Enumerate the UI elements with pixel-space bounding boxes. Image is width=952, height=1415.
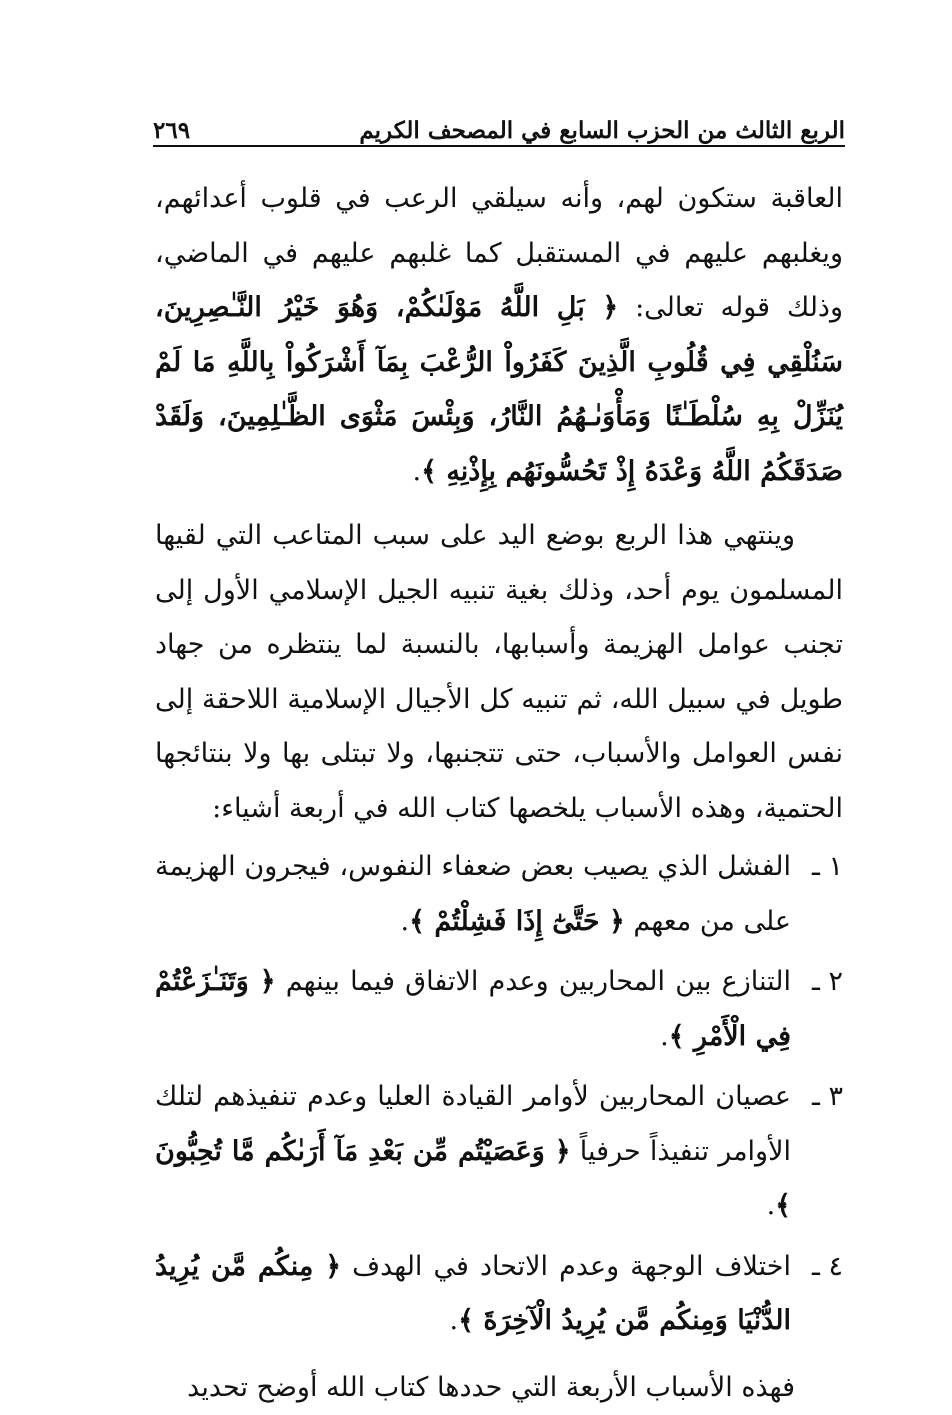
page-number: ٢٦٩ bbox=[153, 117, 190, 144]
list-item-1-text: الفشل الذي يصيب بعض ضعفاء النفوس، فيجرون الهزيمة على من معهم bbox=[155, 851, 791, 937]
list-item-3-quran-quote: ﴿ وَعَصَيْتُم مِّن بَعْدِ مَآ أَرَىٰكُم مَّا تُحِبُّونَ ﴾ bbox=[155, 1136, 791, 1222]
list-item-3 bbox=[155, 1070, 843, 1234]
running-title: الربع الثالث من الحزب السابع في المصحف الكريم bbox=[359, 117, 845, 144]
list-item-4-quran-quote: ﴿ مِنكُم مَّن يُرِيدُ الدُّنْيَا وَمِنكُم مَّن يُرِيدُ الْآخِرَةَ ﴾ bbox=[155, 1251, 791, 1337]
list-item-3-number: ٣ ـ bbox=[812, 1070, 843, 1125]
list-item-4-number: ٤ ـ bbox=[812, 1240, 843, 1295]
list-item-2 bbox=[155, 955, 843, 1064]
running-header bbox=[153, 108, 845, 144]
list-item-1-number: ١ ـ bbox=[812, 840, 843, 895]
paragraph-1-text: العاقبة ستكون لهم، وأنه سيلقي الرعب في قلوب أعدائهم، ويغلبهم عليهم في المستقبل كما غلبهم عليهم في الماضي، وذلك قوله تعالى: bbox=[155, 183, 843, 323]
list-item-2-text: التنازع بين المحاربين وعدم الاتفاق فيما بينهم bbox=[276, 966, 791, 997]
closing-paragraph: فهذه الأسباب الأربعة التي حددها كتاب الله أوضح تحديد bbox=[155, 1361, 843, 1415]
paragraph-2: وينتهي هذا الربع بوضع اليد على سبب المتاعب التي لقيها المسلمون يوم أحد، وذلك بغية تنبيه الجيل الإسلامي الأول إلى تجنب عوامل الهزيمة وأسبابها، بالنسبة لما ينتظره من جهاد طويل في سبيل الله، ثم تنبيه كل الأجيال الإسلامية اللاحقة إلى نفس العوامل والأسباب، حتى تتجنبها، ولا تبتلى بها ولا بنتائجها الحتمية، وهذه الأسباب يلخصها كتاب الله في أربعة أشياء: bbox=[155, 509, 843, 836]
list-item-1-quran-quote: ﴿ حَتَّىٰٓ إِذَا فَشِلْتُمْ ﴾ bbox=[409, 906, 625, 937]
list-item-2-end: . bbox=[660, 1021, 669, 1052]
list-item-2-number: ٢ ـ bbox=[812, 955, 843, 1010]
paragraph-1-quran-quote: ﴿ بَلِ اللَّهُ مَوْلَىٰكُمْ، وَهُوَ خَيْرُ النَّـٰصِرِينَ، سَنُلْقِي فِي قُلُوبِ الَّذِينَ كَفَرُواْ الرُّعْبَ بِمَآ أَشْرَكُواْ بِاللَّهِ مَا لَمْ يُنَزِّلْ بِهِ سُلْطَـٰنًا وَمَأْوَىٰـهُمُ النَّارُ، وَبِئْسَ مَثْوَى الظَّـٰلِمِينَ، وَلَقَدْ صَدَقَكُمُ اللَّهُ وَعْدَهُ إِذْ تَحُسُّونَهُم بِإِذْنِهِ ﴾ bbox=[155, 292, 843, 487]
list-item-4 bbox=[155, 1240, 843, 1349]
list-item-1 bbox=[155, 840, 843, 949]
list-item-3-end: . bbox=[767, 1190, 776, 1221]
paragraph-1 bbox=[155, 172, 843, 499]
header-divider bbox=[153, 145, 845, 147]
list-item-3-text: عصيان المحاربين لأوامر القيادة العليا وعدم تنفيذهم لتلك الأوامر تنفيذاً حرفياً bbox=[155, 1081, 791, 1167]
list-item-4-text: اختلاف الوجهة وعدم الاتحاد في الهدف bbox=[341, 1251, 791, 1282]
page-body bbox=[155, 172, 843, 1415]
paragraph-1-end: . bbox=[413, 456, 422, 487]
list-item-4-end: . bbox=[450, 1305, 459, 1336]
list-item-1-end: . bbox=[401, 906, 410, 937]
list-item-2-quran-quote: ﴿ وَتَنَـٰزَعْتُمْ فِي الْأَمْرِ ﴾ bbox=[155, 966, 791, 1052]
